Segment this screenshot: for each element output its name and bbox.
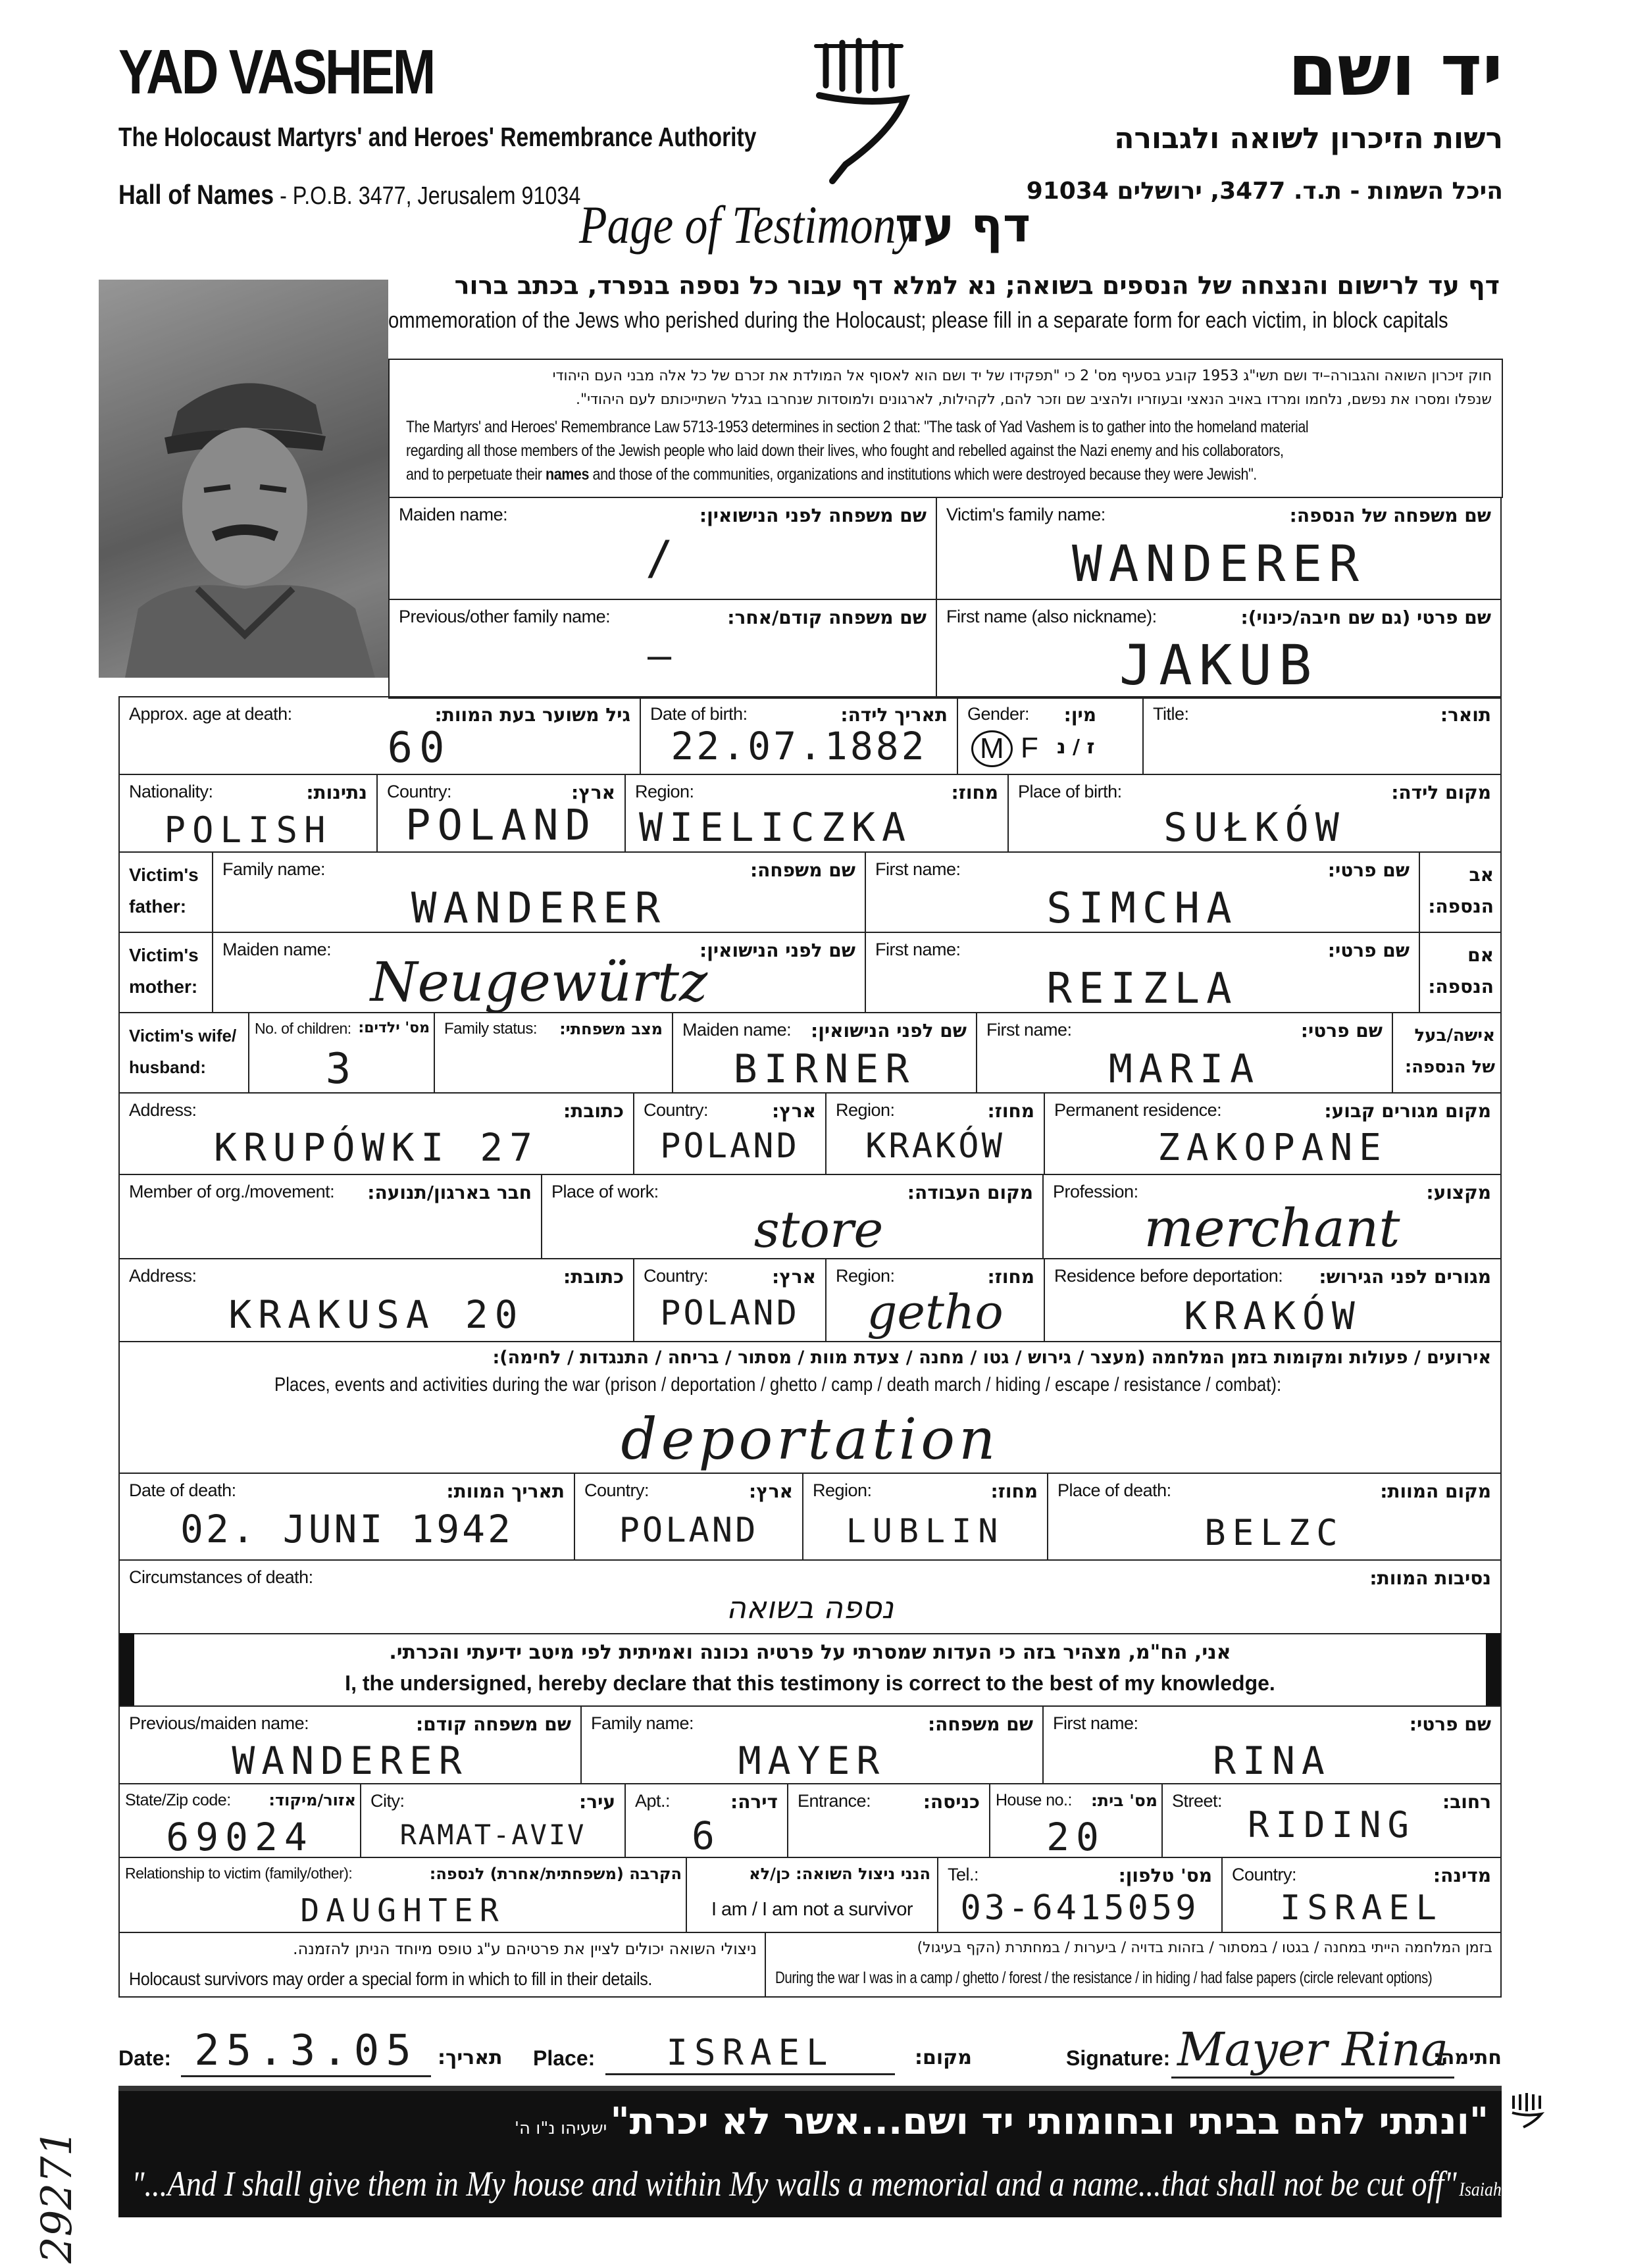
address-2-field[interactable]: Address: כתובת: KRAKUSA 20	[119, 1259, 634, 1342]
mother-label-he: אם הנספה:	[1419, 932, 1501, 1013]
residence-before-deportation-field[interactable]: Residence before deportation: מגורים לפני הגירוש: KRAKÓW	[1044, 1259, 1501, 1342]
signature-label-he: חתימה:	[1433, 2046, 1502, 2069]
law-box	[388, 359, 1503, 498]
org-name-en: YAD VASHEM	[118, 37, 434, 107]
submitter-address-row	[118, 1783, 1502, 1858]
signature-label: Signature:	[1066, 2046, 1171, 2070]
parents-table	[118, 851, 1502, 1013]
father-label: Victim's father:	[119, 852, 213, 932]
address-before-deportation-row	[118, 1258, 1502, 1342]
notes-row	[118, 1932, 1502, 1998]
declaration	[118, 1633, 1502, 1705]
apartment-field[interactable]: Apt.: דירה: 6	[625, 1784, 788, 1857]
nationality-row	[118, 774, 1502, 853]
father-label-he: אב הנספה:	[1419, 852, 1501, 932]
profession-field[interactable]: Profession: מקצוע: merchant	[1043, 1174, 1501, 1259]
org-name-he: יד ושם	[1287, 30, 1503, 112]
work-row	[118, 1174, 1502, 1259]
war-circle-options[interactable]: בזמן המלחמה הייתי במחנה / בגטו / במסתור / בזהות בדויה / ביערות / במחתרת (הקף בעיגול) During the war I was in a camp / ghetto / forest / the resistance / in hiding / had false papers (circle relevant options)	[765, 1932, 1501, 1997]
header	[0, 0, 1628, 263]
date-value[interactable]: 25.3.05	[181, 2027, 431, 2077]
footer-quote-en: "...And I shall give them in My house and within My walls a memorial and a name...that shall not be cut off" Isaiah, 56:5	[132, 2164, 1541, 2204]
declaration-he: אני, הח"מ, מצהיר בזה כי העדות שמסרתי על פרטיה נכונה ואמיתית לפי מיטב ידיעתי והכרתי.	[389, 1641, 1231, 1664]
footer-quote-he: "ונתתי להם בביתי ובחומותי יד ושם...אשר לא יכרת" ישעיהו נ"ו ה'	[514, 2100, 1488, 2143]
spouse-maiden-name-field[interactable]: Maiden name: שם לפני הנישואין: BIRNER	[673, 1013, 977, 1093]
place-of-work-field[interactable]: Place of work: מקום העבודה: store	[542, 1174, 1043, 1259]
authority-he: רשות הזיכרון לשואה ולגבורה	[1114, 122, 1503, 155]
spouse-first-name-field[interactable]: First name: שם פרטי: MARIA	[977, 1013, 1392, 1093]
survivor-field[interactable]: הנני ניצול השואה: כן/לא I am / I am not a survivor	[686, 1857, 938, 1932]
relationship-field[interactable]: Relationship to victim (family/other): הקרבה (משפחתית/אחרת) לנספה: DAUGHTER	[119, 1857, 686, 1932]
title-he: דף עד	[895, 197, 1031, 253]
age-row	[118, 696, 1502, 775]
intro-en: ommemoration of the Jews who perished during the Holocaust; please fill in a separate form for each victim, in block capitals	[388, 308, 1448, 333]
date-of-birth-field[interactable]: Date of birth: תאריך לידה: 22.07.1882	[640, 697, 957, 774]
birth-region-field[interactable]: Region: מחוז: WIELICZKA	[625, 774, 1008, 852]
submitter-previous-name-field[interactable]: Previous/maiden name: שם משפחה קודם: WANDERER	[119, 1706, 581, 1784]
gender-he-options: ז / נ	[1057, 736, 1095, 759]
war-events-field[interactable]	[118, 1341, 1502, 1473]
nationality-field[interactable]: Nationality: נתינות: POLISH	[119, 774, 377, 852]
death-region-field[interactable]: Region: מחוז: LUBLIN	[803, 1473, 1048, 1560]
submitter-contact-row	[118, 1857, 1502, 1933]
death-row	[118, 1473, 1502, 1634]
title-en: Page of Testimony	[579, 195, 917, 255]
spouse-label: Victim's wife/ husband:	[119, 1013, 249, 1093]
mother-maiden-name-field[interactable]: Maiden name: שם לפני הנישואין: Neugewürtz	[213, 932, 865, 1013]
address-2-region-field[interactable]: Region: מחוז: getho	[826, 1259, 1044, 1342]
footer-banner	[118, 2086, 1541, 2217]
spouse-label-he: אישה/בעל של הנספה:	[1392, 1013, 1501, 1093]
date-label: Date:	[118, 2046, 172, 2070]
law-he-1: חוק זיכרון השואה והגבורה–יד ושם תשי"ג 1953 קובע בסעיף מס' 2 כי "תפקידו של יד ושם הוא לאסוף אל המולדת את זכרם של כל אלה מבני העם היהודי	[552, 368, 1492, 384]
entrance-field[interactable]: Entrance: כניסה:	[788, 1784, 990, 1857]
city-field[interactable]: City: עיר: RAMAT-AVIV	[361, 1784, 625, 1857]
footer-logo-small	[1507, 2089, 1546, 2129]
circumstances-of-death-field[interactable]: Circumstances of death: נסיבות המוות: נספה בשואה	[119, 1560, 1501, 1634]
signature-line	[118, 2013, 1502, 2086]
gender-field[interactable]: Gender: מין: M F ז / נ	[957, 697, 1143, 774]
place-label: Place:	[533, 2046, 596, 2070]
intro-he: דף עד לרישום והנצחה של הנספים בשואה; נא למלא דף עבור כל נספה בנפרד, בכתב ברור	[454, 271, 1500, 300]
victim-name-table	[388, 497, 1502, 699]
address-field[interactable]: Address: כתובת: KRUPÓWKI 27	[119, 1093, 634, 1174]
member-of-org-field[interactable]: Member of org./movement: חבר בארגון/תנועה:	[119, 1174, 542, 1259]
gender-m-option[interactable]: M	[971, 730, 1013, 767]
address-2-country-field[interactable]: Country: ארץ: POLAND	[634, 1259, 826, 1342]
law-en-3: and to perpetuate their names and those of the communities, organizations and institutions which were destroyed because they were Jewish".	[406, 465, 1257, 484]
victim-first-name-field[interactable]: First name (also nickname): שם פרטי (גם שם חיבה/כינוי): JAKUB	[936, 599, 1501, 698]
house-number-field[interactable]: House no.: מס' בית: 20	[990, 1784, 1162, 1857]
survivor-note: ניצולי השואה יכולים לציין את פרטיהם ע"ג טופס מיוחד הניתן להזמנה. Holocaust survivors may order a special form in which to fill in their details.	[119, 1932, 765, 1997]
address-row	[118, 1092, 1502, 1175]
signature-value[interactable]: Mayer Rina	[1171, 2023, 1454, 2079]
submitter-name-row	[118, 1705, 1502, 1784]
date-label-he: תאריך:	[438, 2046, 503, 2069]
place-value[interactable]: ISRAEL	[605, 2032, 895, 2075]
submitter-country-field[interactable]: Country: מדינה: ISRAEL	[1222, 1857, 1501, 1932]
submitter-family-name-field[interactable]: Family name: שם משפחה: MAYER	[581, 1706, 1043, 1784]
family-status-field[interactable]: Family status: מצב משפחתי:	[434, 1013, 673, 1093]
authority-en: The Holocaust Martyrs' and Heroes' Remembrance Authority	[118, 122, 757, 152]
address-country-field[interactable]: Country: ארץ: POLAND	[634, 1093, 826, 1174]
gender-f-option[interactable]: F	[1021, 732, 1038, 764]
address-region-field[interactable]: Region: מחוז: KRAKÓW	[826, 1093, 1044, 1174]
war-events-label-he: אירועים / פעולות ומקומות בזמן המלחמה (מעצר / גירוש / גטו / מחנה / צעדת מוות / מסתור / בריחה / התנגדות / לחימה):	[492, 1348, 1491, 1368]
telephone-field[interactable]: Tel.: מס' טלפון: 03-6415059	[938, 1857, 1222, 1932]
place-of-death-field[interactable]: Place of death: מקום המוות: BELZC	[1048, 1473, 1501, 1560]
war-events-value: deportation	[621, 1407, 1000, 1473]
victim-family-name-field[interactable]: Victim's family name: שם משפחה של הנספה: WANDERER	[936, 497, 1501, 599]
place-of-birth-field[interactable]: Place of birth: מקום לידה: SUŁKÓW	[1008, 774, 1501, 852]
maiden-name-field[interactable]: Maiden name: שם משפחה לפני הנישואין: /	[389, 497, 936, 599]
mother-row	[119, 932, 1501, 1013]
birth-country-field[interactable]: Country: ארץ: POLAND	[377, 774, 625, 852]
hall-of-names-he: היכל השמות - ת.ד. 3477, ירושלים 91034	[1026, 178, 1503, 205]
margin-number: 29271	[33, 2129, 82, 2263]
date-of-death-field[interactable]: Date of death: תאריך המוות: 02. JUNI 1942	[119, 1473, 574, 1560]
law-en-2: regarding all those members of the Jewish people who laid down their lives, who fought and rebelled against the Nazi enemy and his collaborators,	[406, 441, 1284, 460]
portrait-illustration	[99, 280, 388, 678]
hall-of-names-en: Hall of Names - P.O.B. 3477, Jerusalem 91034	[118, 179, 581, 210]
mother-first-name-field[interactable]: First name: שם פרטי: REIZLA	[865, 932, 1419, 1013]
father-row	[119, 852, 1501, 932]
father-family-name-field[interactable]: Family name: שם משפחה: WANDERER	[213, 852, 865, 932]
law-he-2: שנפלו ומסרו את נפשם, נלחמו ומרדו באויב הנאצי ובעוזריו ולהציב שם וזכר להם, לקהילות, לארגונים ולמוסדות שנחרבו בגלל השתייכותם לעם היהודי".	[576, 391, 1492, 408]
title-field[interactable]: Title: תואר:	[1143, 697, 1501, 774]
spouse-row	[118, 1012, 1502, 1094]
father-first-name-field[interactable]: First name: שם פרטי: SIMCHA	[865, 852, 1419, 932]
number-of-children-field[interactable]: No. of children: מס' ילדים: 3	[249, 1013, 434, 1093]
age-at-death-field[interactable]: Approx. age at death: גיל משוער בעת המוות: 60	[119, 697, 640, 774]
street-field[interactable]: Street: רחוב: RIDING	[1162, 1784, 1501, 1857]
submitter-first-name-field[interactable]: First name: שם פרטי: RINA	[1043, 1706, 1501, 1784]
permanent-residence-field[interactable]: Permanent residence: מקום מגורים קבוע: ZAKOPANE	[1044, 1093, 1501, 1174]
declaration-en: I, the undersigned, hereby declare that this testimony is correct to the best of my knowledge.	[345, 1671, 1275, 1695]
zip-code-field[interactable]: State/Zip code: אזור/מיקוד: 69024	[119, 1784, 361, 1857]
previous-family-name-field[interactable]: Previous/other family name: שם משפחה קודם/אחר: —	[389, 599, 936, 698]
war-events-label-en: Places, events and activities during the war (prison / deportation / ghetto / camp / death march / hiding / escape / resistance / combat):	[274, 1374, 1282, 1396]
place-label-he: מקום:	[915, 2046, 972, 2069]
law-en-1: The Martyrs' and Heroes' Remembrance Law 5713-1953 determines in section 2 that: "The task of Yad Vashem is to gather into the homeland material	[406, 418, 1309, 436]
victim-photo	[99, 280, 388, 678]
mother-label: Victim's mother:	[119, 932, 213, 1013]
death-country-field[interactable]: Country: ארץ: POLAND	[574, 1473, 803, 1560]
yad-vashem-logo	[806, 33, 918, 184]
